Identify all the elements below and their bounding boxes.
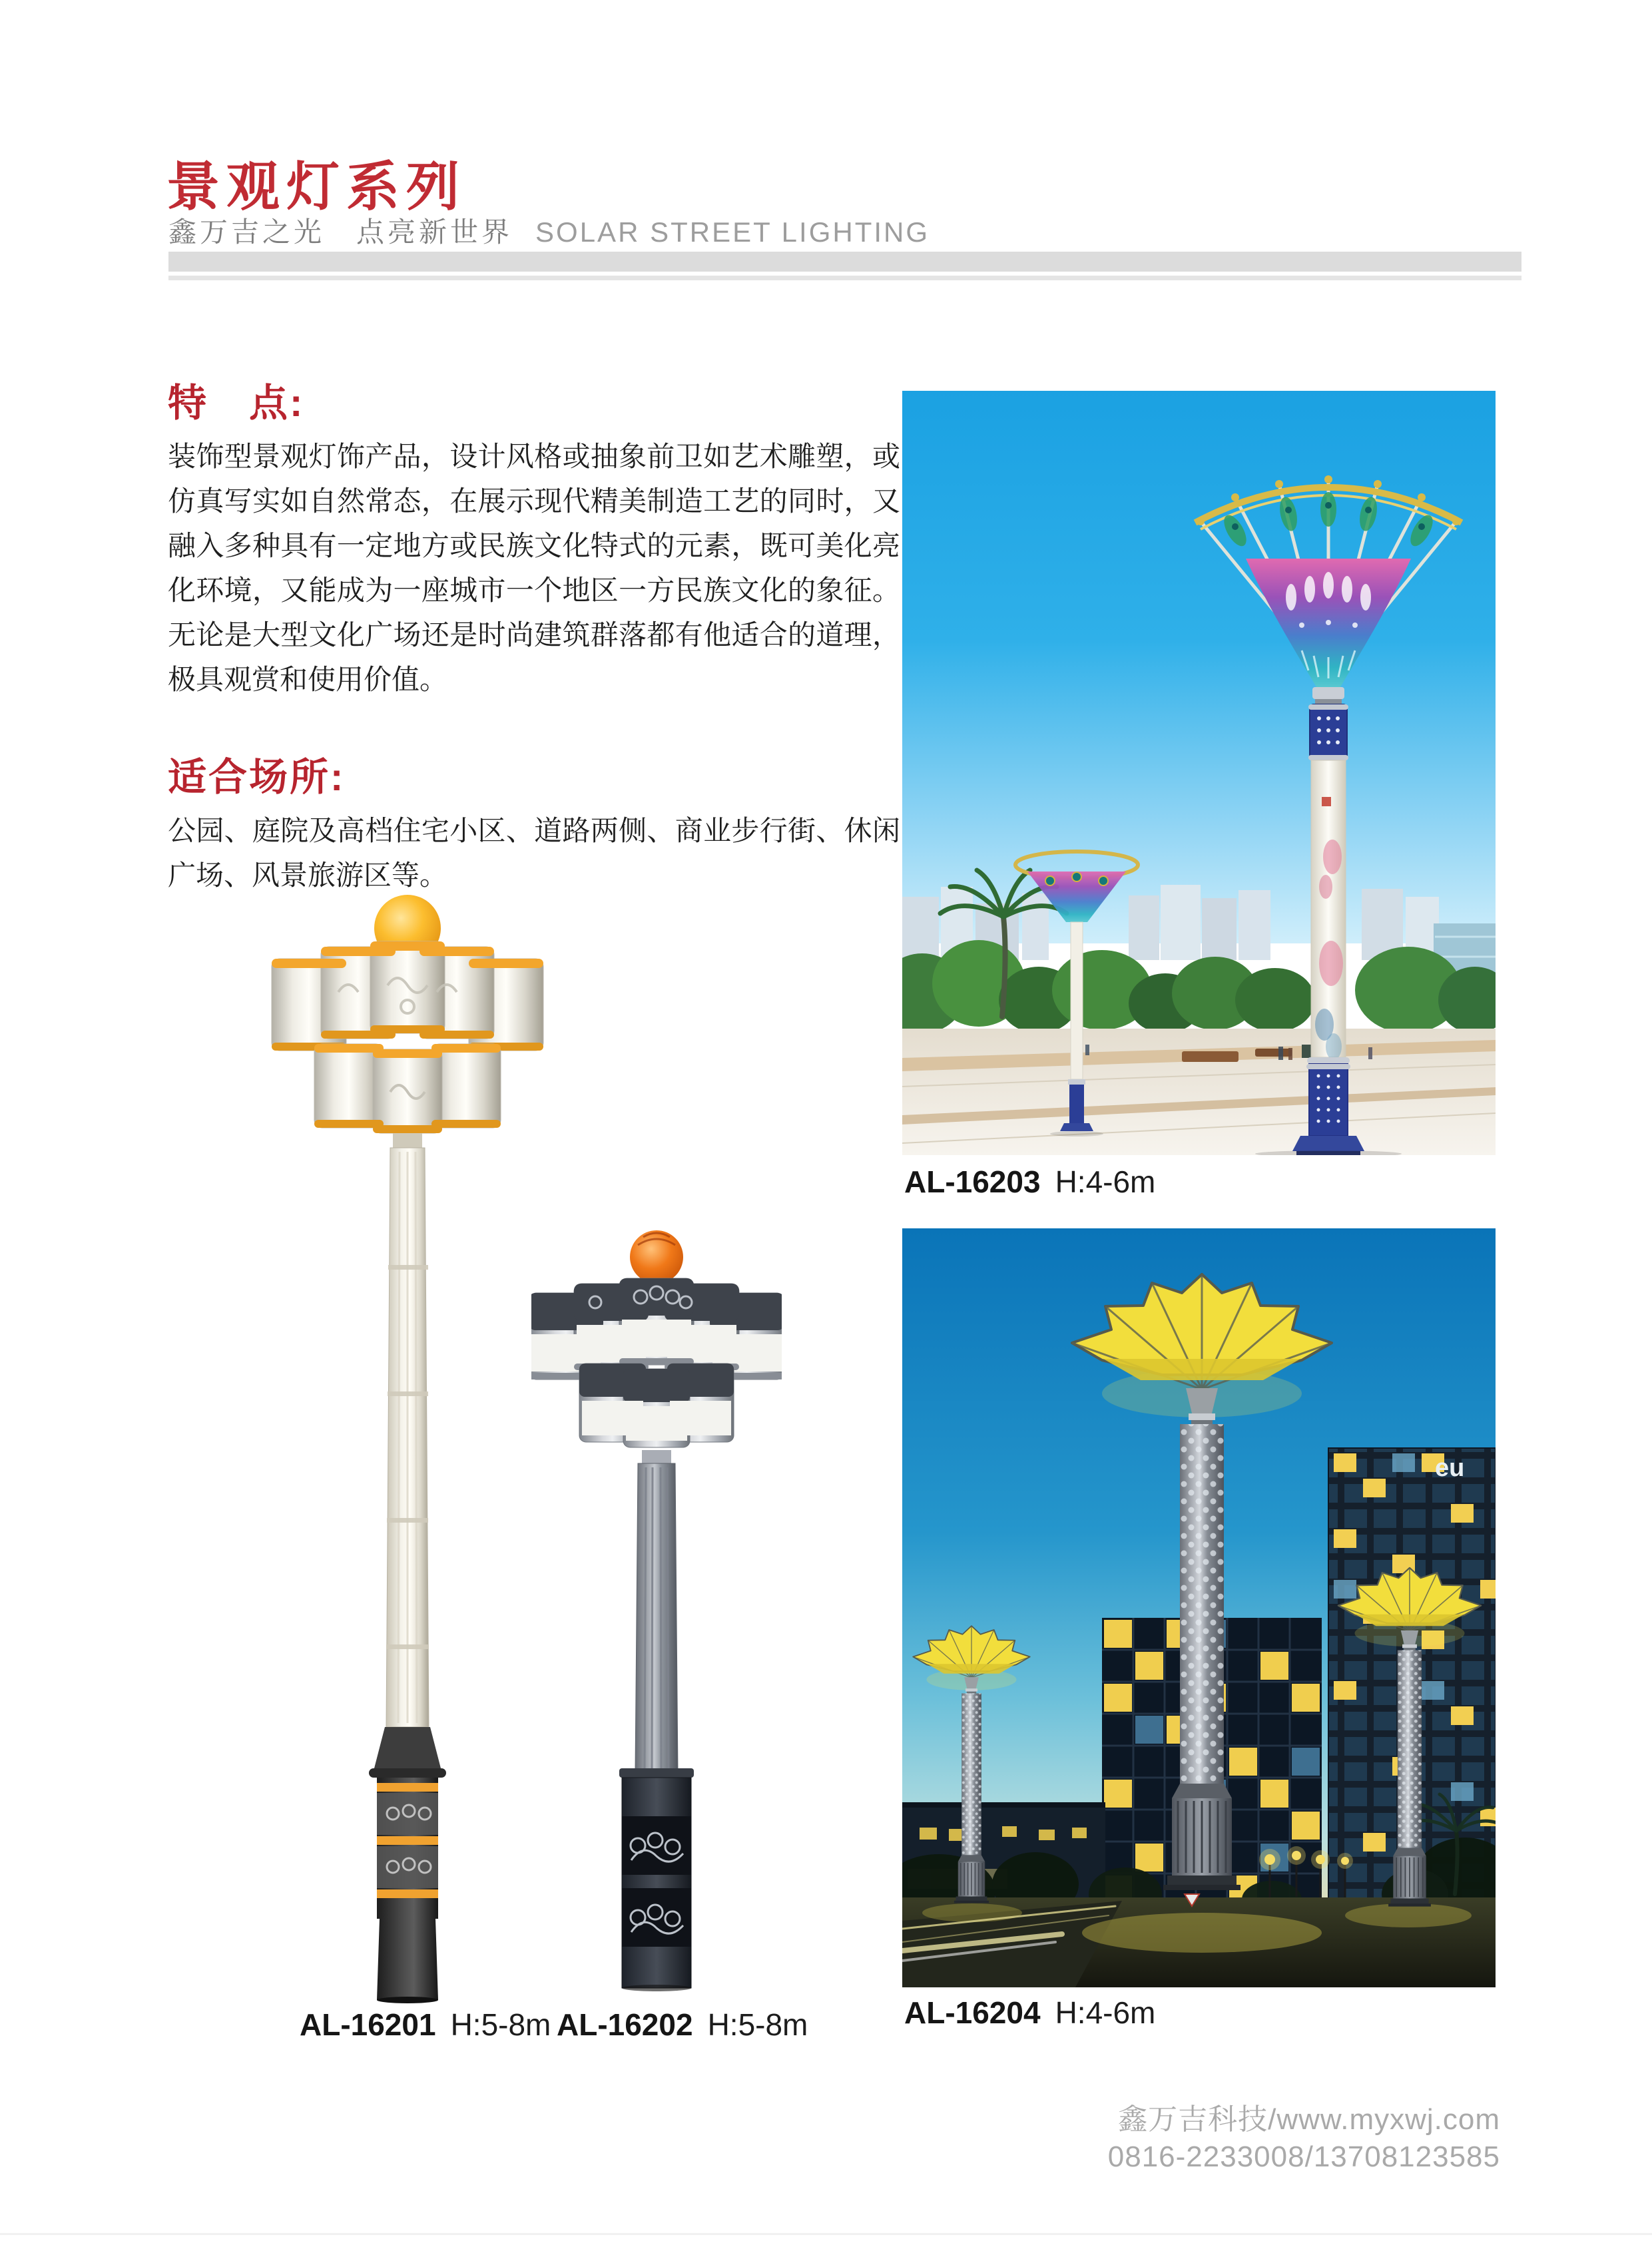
header-divider-thin (168, 276, 1521, 280)
product-height: H:5-8m (450, 2007, 551, 2042)
product-label-al-16204 (904, 1995, 1155, 2031)
footer-company-site: 鑫万吉科技/www.myxwj.com (1118, 2103, 1500, 2136)
photo-al-16203 (902, 391, 1496, 1155)
product-height: H:4-6m (1055, 1995, 1156, 2030)
subtitle-english: SOLAR STREET LIGHTING (535, 216, 930, 248)
building-sign-text: eu (1435, 1454, 1465, 1482)
night-ground (902, 1894, 1496, 1987)
lamp-base (619, 1768, 694, 1991)
lamp-pole (635, 1463, 678, 1772)
product-render-al-16202 (531, 1226, 782, 1993)
header-divider-thick (168, 252, 1521, 272)
product-label-al-16201 (300, 2007, 551, 2043)
lamp-pole (386, 1133, 429, 1727)
subtitle-chinese: 鑫万吉之光 点亮新世界 (168, 216, 513, 248)
sky (902, 391, 1496, 943)
product-model: AL-16204 (904, 1995, 1041, 2030)
places-body: 公园、庭院及高档住宅小区、道路两侧、商业步行街、休闲广场、风景旅游区等。 (168, 815, 900, 891)
lamp-crown (272, 895, 543, 1133)
footer-phone: 0816-2233008/13708123585 (1107, 2140, 1500, 2173)
lamp-base (369, 1727, 446, 2003)
product-render-al-16201 (266, 885, 549, 2004)
photo-al-16204 (902, 1228, 1496, 1987)
lamp-crown (531, 1230, 782, 1463)
page-title: 景观灯系列 (166, 157, 466, 216)
product-label-al-16202 (557, 2007, 808, 2043)
product-model: AL-16202 (557, 2007, 693, 2042)
footer (1108, 2101, 1500, 2176)
features-heading: 特 点: (168, 381, 305, 425)
plaza-ground (902, 1029, 1496, 1155)
places-heading: 适合场所: (168, 756, 346, 799)
product-height: H:5-8m (707, 2007, 808, 2042)
features-body: 装饰型景观灯饰产品，设计风格或抽象前卫如艺术雕塑，或仿真写实如自然常态，在展示现代精美制造工艺的同时，又融入多种具有一定地方或民族文化特式的元素，既可美化亮化环境，又能成为一座城市一个地区一方民族文化的象征。无论是大型文化广场还是时尚建筑群落都有他适合的道理，极具观赏和使用价值。 (168, 441, 900, 695)
page-subtitle (168, 217, 930, 248)
product-model: AL-16203 (904, 1164, 1041, 1199)
page-bottom-rule (0, 2233, 1652, 2235)
product-model: AL-16201 (300, 2007, 436, 2042)
product-height: H:4-6m (1055, 1164, 1156, 1199)
product-label-al-16203 (904, 1164, 1155, 1200)
